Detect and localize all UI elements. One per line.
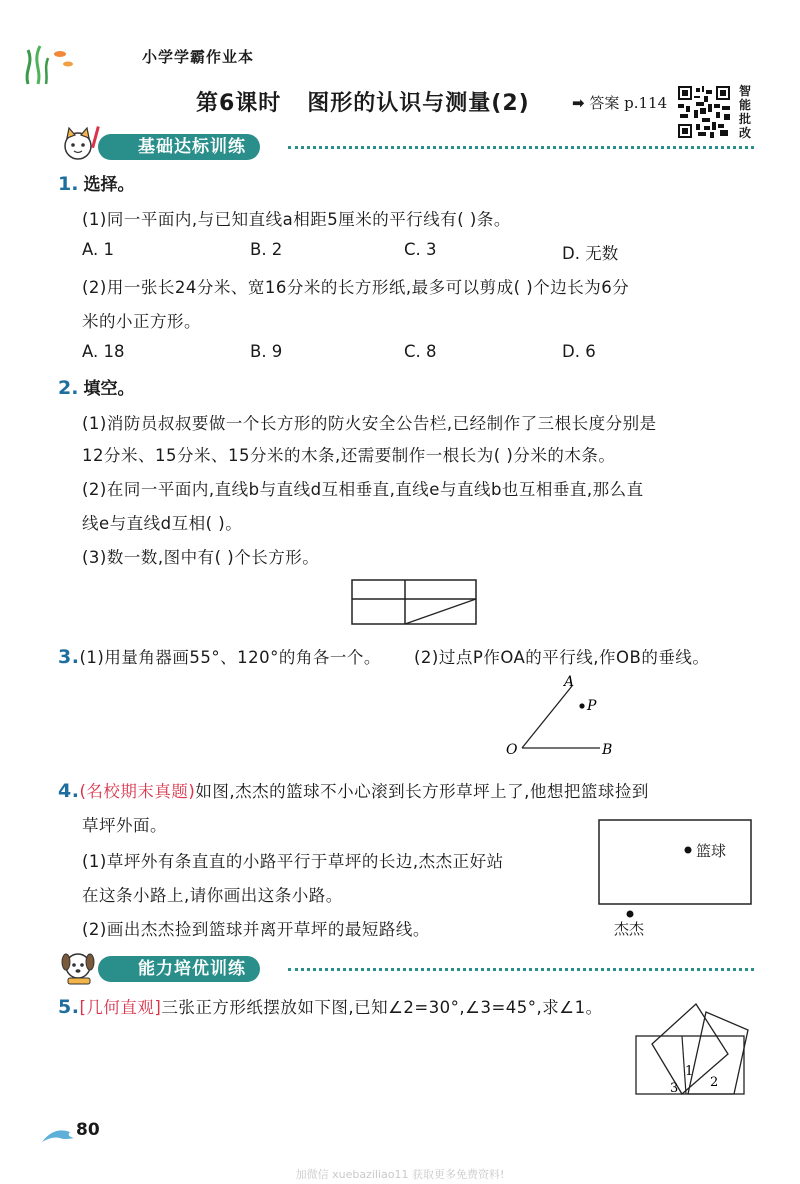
angle-2-label: 2 <box>710 1075 719 1090</box>
q1-part1-option-d[interactable]: D. 无数 <box>562 244 619 263</box>
q4-part1-line2: 在这条小路上,请你画出这条小路。 <box>82 886 343 905</box>
rectangle-count-figure <box>350 578 480 630</box>
question-1-header <box>58 170 135 195</box>
question-title: 填空。 <box>83 379 135 399</box>
q1-part2-line2: 米的小正方形。 <box>82 312 201 331</box>
three-squares-figure <box>630 1000 758 1100</box>
question-3-part1 <box>58 644 381 668</box>
question-5-line <box>58 994 603 1018</box>
q2-part2-line1: (2)在同一平面内,直线b与直线d互相垂直,直线e与直线b也互相垂直,那么直 <box>82 480 644 499</box>
question-title: 选择。 <box>83 175 135 195</box>
q5-text: 三张正方形纸摆放如下图,已知∠2=30°,∠3=45°,求∠1。 <box>161 998 603 1017</box>
qr-code-icon[interactable] <box>678 86 730 138</box>
cat-mascot-icon <box>58 124 102 164</box>
question-number: 4. <box>58 780 80 802</box>
q3-part1-text: (1)用量角器画55°、120°的角各一个。 <box>79 648 381 667</box>
answer-reference[interactable] <box>572 92 667 113</box>
angle-3-label: 3 <box>670 1081 679 1096</box>
point-b-label: B <box>602 742 613 758</box>
q2-part2-line2: 线e与直线d互相( )。 <box>82 514 243 533</box>
q1-part1-option-b[interactable]: B. 2 <box>250 240 283 259</box>
q4-line2: 草坪外面。 <box>82 816 167 835</box>
jiejie-label: 杰杰 <box>614 920 645 938</box>
point-o-label: O <box>506 742 518 758</box>
point-p-label: P <box>587 698 597 714</box>
point-a-label: A <box>564 674 575 690</box>
q4-part1-line1: (1)草坪外有条直直的小路平行于草坪的长边,杰杰正好站 <box>82 852 504 871</box>
angle-1-label: 1 <box>685 1064 694 1079</box>
footer-watermark: 加微信 xuebaziliao11 获取更多免费资料! <box>295 1168 505 1181</box>
q1-part2-option-d[interactable]: D. 6 <box>562 342 596 361</box>
section-header-basic <box>58 134 778 162</box>
question-number: 1. <box>58 173 79 195</box>
question-number: 2. <box>58 377 79 399</box>
question-2-header <box>58 374 135 399</box>
section-divider-dots <box>288 968 754 971</box>
q2-part3-text: (3)数一数,图中有( )个长方形。 <box>82 548 320 567</box>
q4-intro-text: 如图,杰杰的篮球不小心滚到长方形草坪上了,他想把篮球捡到 <box>195 782 649 801</box>
section-title-basic: 基础达标训练 <box>98 134 260 160</box>
section-divider-dots <box>288 146 754 149</box>
q1-part1-option-a[interactable]: A. 1 <box>82 240 114 259</box>
section-header-advanced <box>58 956 778 984</box>
dolphin-icon <box>40 1124 76 1146</box>
q1-part2-option-a[interactable]: A. 18 <box>82 342 125 361</box>
book-title: 小学学霸作业本 <box>142 48 255 66</box>
puppy-mascot-icon <box>58 946 102 986</box>
q3-part2-text: (2)过点P作OA的平行线,作OB的垂线。 <box>414 648 710 667</box>
basketball-label: 篮球 <box>696 842 727 860</box>
page-number: 80 <box>76 1120 100 1140</box>
section-title-advanced: 能力培优训练 <box>98 956 260 982</box>
skill-tag: [几何直观] <box>79 998 162 1017</box>
angle-oab-figure <box>500 672 630 760</box>
seaweed-logo-icon <box>18 40 78 86</box>
source-tag: (名校期末真题) <box>79 782 196 801</box>
question-number: 3. <box>58 646 80 668</box>
q1-part2-line1: (2)用一张长24分米、宽16分米的长方形纸,最多可以剪成( )个边长为6分 <box>82 278 630 297</box>
lesson-title: 第6课时 图形的认识与测量(2) <box>196 91 530 116</box>
answer-reference-text: 答案 p.114 <box>589 94 668 112</box>
q1-part1-text: (1)同一平面内,与已知直线a相距5厘米的平行线有( )条。 <box>82 210 511 229</box>
q2-part1-line1: (1)消防员叔叔要做一个长方形的防火安全公告栏,已经制作了三根长度分别是 <box>82 414 657 433</box>
question-number: 5. <box>58 996 80 1018</box>
q4-part2-text: (2)画出杰杰捡到篮球并离开草坪的最短路线。 <box>82 920 430 939</box>
question-4-line1 <box>58 778 649 802</box>
q1-part2-option-b[interactable]: B. 9 <box>250 342 283 361</box>
q2-part1-line2: 12分米、15分米、15分米的木条,还需要制作一根长为( )分米的木条。 <box>82 446 616 465</box>
smart-grade-label: 智能批改 <box>738 84 751 140</box>
q1-part1-option-c[interactable]: C. 3 <box>404 240 437 259</box>
arrow-right-icon: ➡ <box>572 94 585 112</box>
q1-part2-option-c[interactable]: C. 8 <box>404 342 437 361</box>
